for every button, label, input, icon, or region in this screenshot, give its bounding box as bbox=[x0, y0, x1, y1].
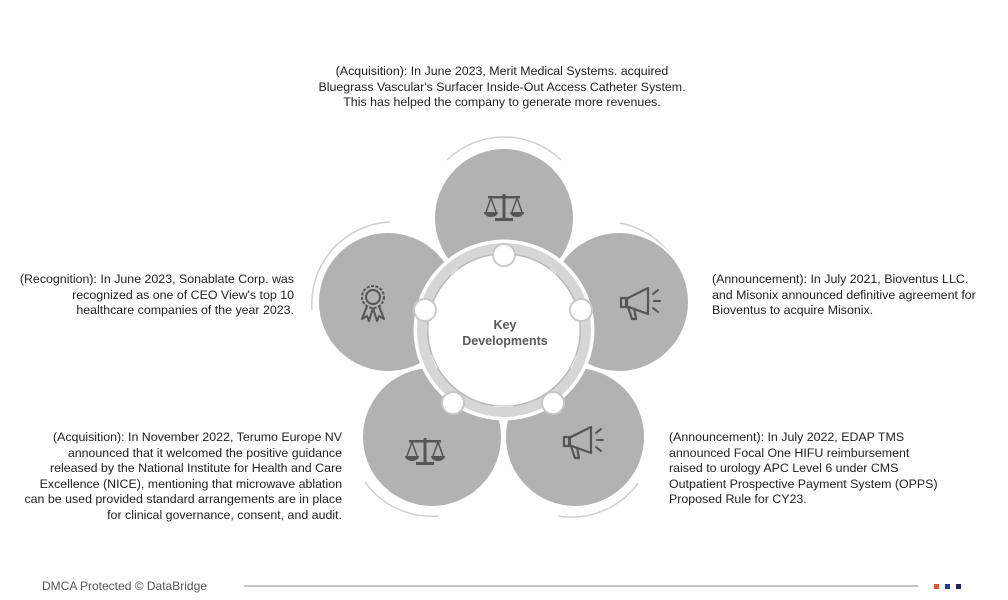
note-top-line: (Acquisition): In June 2023, Merit Medical Systems. acquired bbox=[335, 64, 669, 78]
connector-dot-left bbox=[414, 299, 436, 321]
note-bottom-right bbox=[669, 430, 969, 508]
note-right-line: and Misonix announced definitive agreement for bbox=[712, 287, 976, 302]
connector-dot-right bbox=[570, 299, 592, 321]
connector-dot-top bbox=[493, 244, 515, 266]
note-bottom-right-line: announced Focal One HIFU reimbursement bbox=[669, 445, 910, 460]
note-bottom-right-line: raised to urology APC Level 6 under CMS bbox=[669, 461, 899, 475]
note-left-line: recognized as one of CEO View's top 10 bbox=[72, 287, 294, 302]
connector-dot-bottom-right bbox=[542, 392, 564, 414]
note-bottom-right-line: (Announcement): In July 2022, EDAP TMS bbox=[669, 430, 905, 444]
note-right bbox=[712, 272, 1002, 319]
note-bottom-left-line: (Acquisition): In November 2022, Terumo Europe NV bbox=[52, 430, 342, 444]
note-top-line: This has helped the company to generate more revenues. bbox=[343, 95, 661, 109]
footer-square-orange bbox=[934, 584, 939, 589]
note-left-line: healthcare companies of the year 2023. bbox=[76, 303, 294, 317]
note-bottom-left-line: announced that it welcomed the positive guidance bbox=[67, 445, 342, 460]
note-top bbox=[290, 64, 714, 111]
note-bottom-left-line: Excellence (NICE), mentioning that microwave ablation bbox=[39, 476, 342, 491]
footer-square-blue bbox=[945, 584, 950, 589]
note-bottom-left bbox=[6, 430, 342, 523]
note-bottom-right-line: Outpatient Prospective Payment System (OPPS) bbox=[669, 476, 938, 491]
note-bottom-right-line: Proposed Rule for CY23. bbox=[669, 492, 807, 506]
note-bottom-left-line: for clinical governance, consent, and audit. bbox=[107, 507, 342, 522]
note-right-line: Bioventus to acquire Misonix. bbox=[712, 303, 874, 317]
center-label-line2: Developments bbox=[462, 333, 548, 348]
footer-square-navy bbox=[956, 584, 961, 589]
connector-dot-bottom-left bbox=[442, 392, 464, 414]
note-bottom-left-line: released by the National Institute for Health and Care bbox=[49, 461, 342, 475]
note-top-line: Bluegrass Vascular's Surfacer Inside-Out Access Catheter System. bbox=[318, 79, 686, 94]
center-label-line1: Key bbox=[493, 318, 517, 332]
note-left bbox=[10, 272, 294, 319]
note-right-line: (Announcement): In July 2021, Bioventus LLC. bbox=[712, 272, 969, 286]
footer-divider bbox=[244, 585, 918, 587]
note-left-line: (Recognition): In June 2023, Sonablate Corp. was bbox=[19, 272, 294, 286]
center-label bbox=[444, 318, 566, 349]
note-bottom-left-line: can be used provided standard arrangements are in place bbox=[24, 492, 342, 506]
footer-copyright: DMCA Protected © DataBridge bbox=[42, 579, 207, 593]
